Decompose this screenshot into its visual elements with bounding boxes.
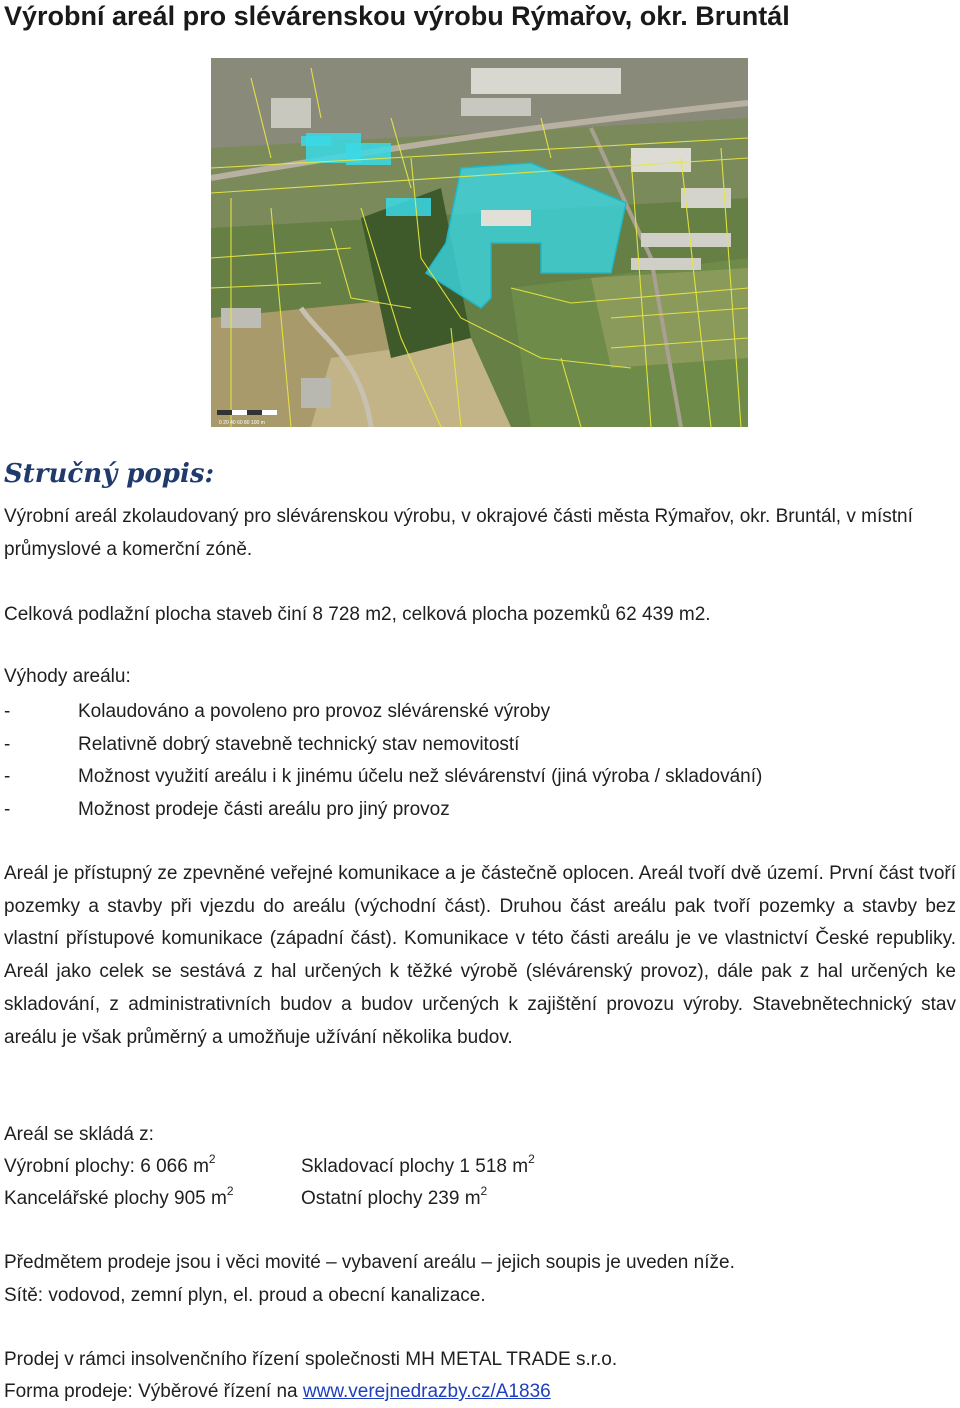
aerial-map	[211, 58, 748, 427]
list-item	[4, 794, 450, 826]
intro-paragraph: Výrobní areál zkolaudovaný pro slévárenskou výrobu, v okrajové části města Rýmařov, okr. Bruntál, v místní průmyslové a komerční zóně.	[4, 506, 913, 560]
advantages-label: Výhody areálu:	[4, 666, 131, 687]
list-item-text: Možnost využití areálu i k jinému účelu než slévárenství (jiná výroba / skladování)	[78, 766, 763, 787]
list-bullet: -	[4, 701, 11, 722]
list-item-text: Možnost prodeje části areálu pro jiný provoz	[78, 799, 450, 820]
area-summary: Celková podlažní plocha staveb činí 8 728 m2, celková plocha pozemků 62 439 m2.	[4, 604, 711, 625]
map-scale-text: 0 20 40 60 80 100 m	[219, 420, 265, 426]
other-area: Ostatní plochy 239 $m^2$	[301, 1184, 488, 1209]
list-item	[4, 729, 519, 761]
movables-note: Předmětem prodeje jsou i věci movité – vybavení areálu – jejich soupis je uveden níže.	[4, 1252, 735, 1273]
auction-link[interactable]: www.verejnedrazby.cz/A1836	[302, 1381, 551, 1402]
list-item	[4, 696, 550, 728]
list-bullet: -	[4, 734, 11, 755]
sale-form	[4, 1376, 551, 1408]
list-item-text: Relativně dobrý stavebně technický stav nemovitostí	[78, 734, 520, 755]
insolvency-note: Prodej v rámci insolvenčního řízení společnosti MH METAL TRADE s.r.o.	[4, 1349, 618, 1370]
storage-area: Skladovací plochy 1 518 $m^2$	[301, 1152, 535, 1177]
description-paragraph: Areál je přístupný ze zpevněné veřejné komunikace a je částečně oplocen. Areál tvoří dvě území. První část tvoří pozemky a stavby při vjezdu do areálu (východní část). Druhou část areálu pak tvoří pozemky a stavby bez vlastní přístupové komunikace (západní část). Komunikace v této části areálu je ve vlastnictví České republiky. Areál jako celek se sestává z hal určených k těžké výrobě (slévárenský provoz), dále pak z hal určených ke skladování, z administrativních budov a budov určených k zajištění provozu výroby. Stavebnětechnický stav areálu je však průměrný a umožňuje užívání několika budov.	[4, 863, 956, 1048]
composition-label: Areál se skládá z:	[4, 1124, 154, 1145]
sale-form-label: Forma prodeje: Výběrové řízení na	[4, 1381, 303, 1402]
utilities-note: Sítě: vodovod, zemní plyn, el. proud a obecní kanalizace.	[4, 1285, 486, 1306]
list-item-text: Kolaudováno a povoleno pro provoz slévárenské výroby	[78, 701, 551, 722]
production-area: Výrobní plochy: 6 066 $m^2$	[4, 1152, 216, 1177]
office-area: Kancelářské plochy 905 $m^2$	[4, 1184, 234, 1209]
document-title: Výrobní areál pro slévárenskou výrobu Rýmařov, okr. Bruntál	[4, 1, 790, 31]
list-bullet: -	[4, 766, 11, 787]
list-bullet: -	[4, 799, 11, 820]
section-heading: Stručný popis:	[4, 459, 215, 489]
list-item	[4, 761, 762, 793]
aerial-map-image	[211, 58, 748, 427]
